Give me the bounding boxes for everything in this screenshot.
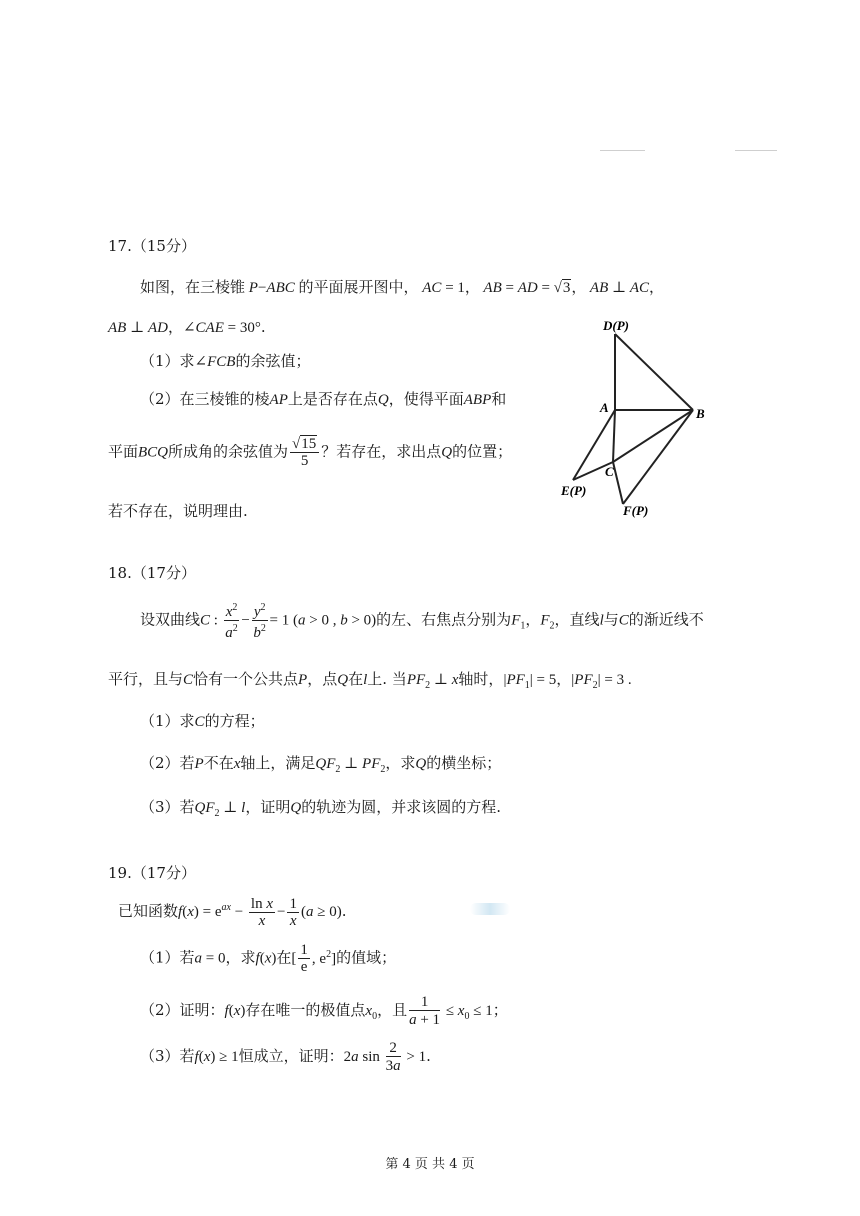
label-A: A (600, 400, 609, 415)
edge-CF (613, 462, 623, 504)
q19-part1: （1）若a = 0，求f(x)在[ $\frac{1}{e}$ , $e^2$]的值域； (140, 942, 397, 975)
q17-intro-line1: 如图，在三棱锥 P−ABC 的平面展开图中， AC = 1， AB = AD = √3， AB ⊥ AC， (140, 278, 665, 296)
q17-intro-line2: AB ⊥ AD，∠CAE = 30°. (108, 318, 266, 336)
q17-part2-line3: 若不存在，说明理由. (108, 502, 248, 520)
q17-part2-line2: 平面BCQ所成角的余弦值为 $\frac{√15}{5}$ ？若存在，求出点Q的位置； (108, 436, 513, 469)
page-footer: 第 4 页 共 4 页 (385, 1157, 475, 1172)
q19-line1: 已知函数$f(x) = e^{ax}$ − $\frac{\text{ln x}}{x}$ − $\frac{1}{x}$ (a ≥ 0). (118, 895, 347, 929)
label-D: D(P) (603, 318, 629, 333)
q17-header: 17.（15分） (108, 237, 196, 255)
scan-mark (600, 150, 645, 151)
edge-FB (623, 410, 693, 504)
scan-mark (735, 150, 777, 151)
q18-part1: （1）求C的方程； (140, 712, 265, 730)
label-F: F(P) (623, 503, 649, 518)
q18-line1: 设双曲线C : $\frac{x^2}{a^2}$ − $\frac{y^2}{b^2}$ = 1 (a > 0 , b > 0)的左、右焦点分别为$F_1$，$F_2$，直线l与C的渐近线不 (140, 602, 704, 641)
edge-DB (615, 334, 693, 410)
label-C: C (605, 464, 614, 479)
label-E: E(P) (561, 483, 587, 498)
label-B: B (696, 406, 705, 421)
edge-CB (613, 410, 693, 462)
q19-part3: （3）若f(x) ≥ 1恒成立，证明：2a sin $\frac{2}{3a}$ > 1. (140, 1040, 431, 1074)
q19-part2: （2）证明：f(x)存在唯一的极值点$x_0$，且 $\frac{1}{a + 1}$ ≤ $x_0 \le 1$； (140, 994, 508, 1028)
q18-part3: （3）若$QF_2$ ⊥ l，证明Q的轨迹为圆，并求该圆的方程. (140, 798, 501, 819)
q19-header: 19.（17分） (108, 864, 196, 882)
q18-line2: 平行，且与C恰有一个公共点P，点Q在l上. 当$PF_2$ ⊥ x轴时，$|PF_1| = 5$，$|PF_2| = 3$ . (108, 670, 632, 691)
q18-header: 18.（17分） (108, 564, 196, 582)
edge-AC (613, 410, 615, 462)
q17-part1: （1）求∠FCB的余弦值； (140, 352, 311, 370)
q18-part2: （2）若P不在x轴上，满足$QF_2$ ⊥ $PF_2$，求Q的横坐标； (140, 754, 502, 775)
q17-part2-line1: （2）在三棱锥的棱AP上是否存在点Q，使得平面ABP和 (140, 390, 507, 408)
scan-smudge (470, 903, 510, 915)
net-figure (555, 312, 725, 522)
